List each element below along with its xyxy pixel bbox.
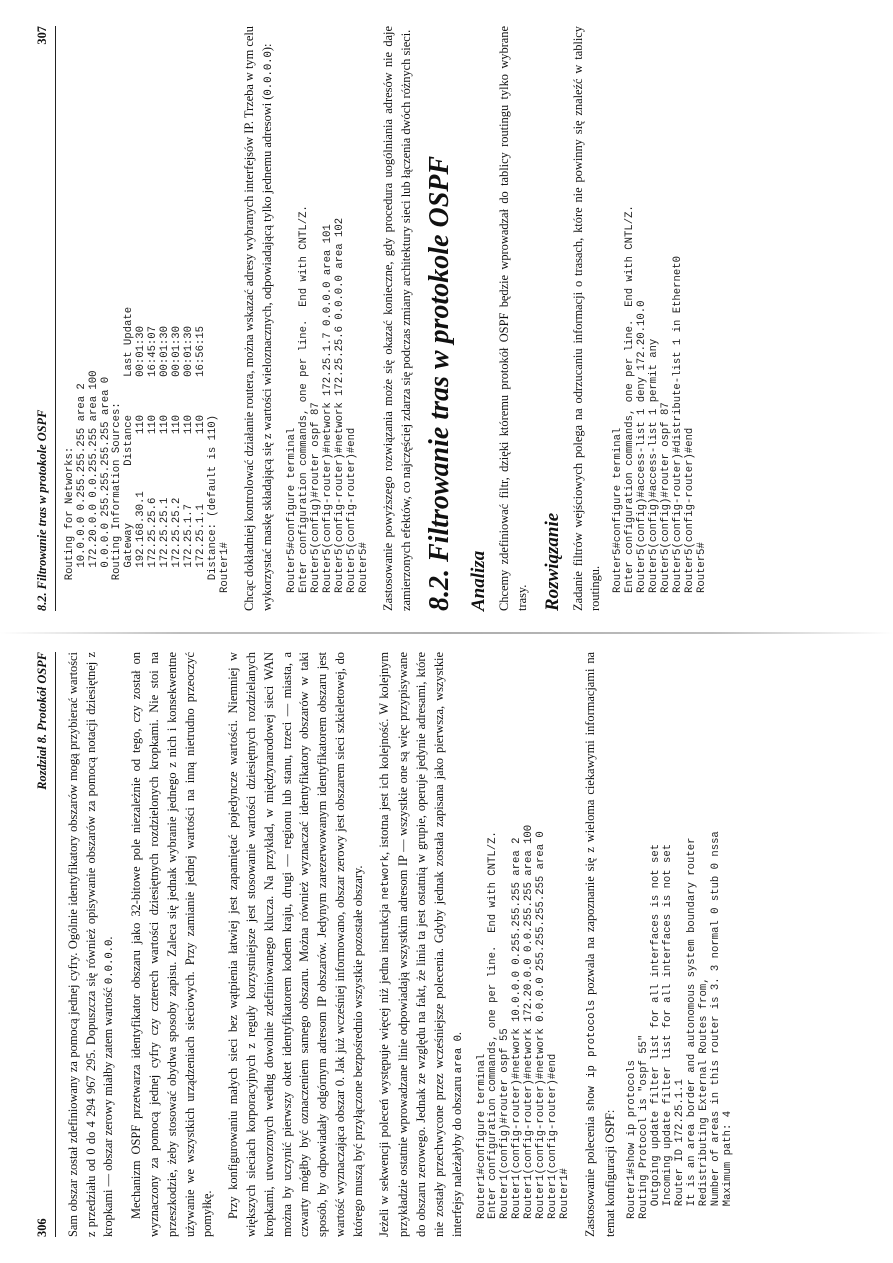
code-line: Router1#configure terminal [475, 1053, 488, 1219]
code-line: Router5# [357, 542, 370, 593]
code-line: Router1# [558, 1168, 571, 1219]
right-page [34, 26, 873, 611]
code-line: Routing Information Sources: [111, 402, 124, 593]
left-page-number: 306 [35, 1218, 49, 1237]
code-line: 172.25.25.6 110 16:45:07 [147, 325, 160, 593]
code-listing [287, 26, 370, 593]
code-line: Router5#configure terminal [286, 427, 299, 593]
left-chapter-title: Rozdział 8. Protokół OSPF [35, 652, 49, 790]
paragraph: Sam obszar został zdefiniowany za pomocą jednej cyfry. Ogólnie identyfikatory obszarów mogą przybierać wartości z przedziału od 0 do 4 294 967 295. Dopuszcza się również opisywanie obszarów za pomocą notacji dziesiętnej z kropkami — obszar zerowy miałby zatem wartość 0.0.0.0. [65, 652, 117, 1237]
code-line: Router5(config)#router ospf 87 [309, 402, 322, 593]
subsection-heading-rozwiazanie: Rozwiązanie [541, 512, 563, 611]
page-fold [0, 632, 893, 634]
code-line: Router5(config)#access-list 1 deny 172.20.10.0 [636, 300, 649, 593]
section-heading: 8.2. Filtrowanie tras w protokole OSPF [424, 155, 456, 611]
code-line: 172.20.0.0 0.0.255.255 area 100 [87, 370, 100, 593]
code-line: Number of areas in this router is 3. 3 normal 0 stub 0 nssa [709, 831, 722, 1219]
paragraph: Zastosowanie polecenia show ip protocols pozwala na zapoznanie się z wieloma ciekawymi informacjami na temat konfiguracji OSPF: [582, 651, 617, 1237]
paragraph: Przy konfigurowaniu małych sieci bez wątpienia łatwiej jest zapamiętać pojedyncze wartości. Niemniej w większych sieciach korporacyjnych z reguły korzystniejsze jest stosowanie wartości dziesiętnych rozdzielanych kropkami, utworzonych według dowolnie zdefiniowanego klucza. Na przykład, w międzynarodowej sieci WAN można by uczynić pierwszy oktet identyfikatorem kodem kraju, drugi — regionu lub stanu, trzeci — miasta, a czwarty mógłby być oznaczeniem samego obszaru. Można również wyznaczać identyfikatory obszarów w taki sposób, by odpowiadały odgórnym adresom IP obszarów. Jedynym zarezerwowanym identyfikatorem obszaru jest wartość wyznaczająca obszar 0. Jak już wcześniej informowano, obszar zerowy jest obszarem sieci szkieletowej, do którego muszą być przyłączone bezpośrednio wszystkie pozostałe obszary. [226, 652, 365, 1237]
code-line: Router5(config-router)#end [683, 427, 696, 593]
code-line: Router ID 172.25.1.1 [674, 1079, 686, 1219]
code-line: Routing for Networks: [63, 446, 76, 593]
right-section-title: 8.2. Filtrowanie tras w protokole OSPF [35, 409, 49, 611]
code-line: Router5(config-router)#distribute-list 1 in Ethernet0 [671, 256, 684, 593]
code-line: Gateway Distance Last Update [123, 306, 136, 593]
code-line: Router5(config)#access-list 1 permit any [647, 338, 660, 593]
code-line: Router1(config)#router ospf 55 [499, 1028, 512, 1219]
code-line: Enter configuration commands, one per line. End with CNTL/Z. [297, 205, 310, 593]
code-line: Incoming update filter list for all interfaces is not set [662, 843, 675, 1219]
code-line: Router5(config-router)#network 172.25.1.7 0.0.0.0 area 101 [321, 224, 334, 593]
right-page-number: 307 [35, 26, 49, 45]
paragraph: Mechanizm OSPF przetwarza identyfikator obszaru jako 32-bitowe pole niezależnie od tego, czy został on wyznaczony za pomocą jednej cyfry czy czterech wartości dziesiętnych rozdzielonych kropkami. Nie stoi na przeszkodzie, żeby stosować obydwa sposoby zapisu. Zaleca się jednak wybranie jednego z nich i konsekwentne używanie we wszystkich urządzeniach sieciowych. Przy zamianie jednej wartości na inną nietrudno przeoczyć pomyłkę. [129, 652, 215, 1237]
code-line: 192.168.30.1 110 00:01:30 [135, 325, 148, 593]
code-line: Router5(config)#router ospf 87 [659, 402, 672, 593]
code-line: 0.0.0.0 255.255.255.255 area 0 [99, 376, 112, 593]
code-line: Router1(config-router)#network 10.0.0.0 0.255.255.255 area 2 [511, 837, 524, 1219]
left-page [34, 652, 873, 1237]
code-line: 10.0.0.0 0.255.255.255 area 2 [75, 383, 88, 593]
code-listing [613, 26, 708, 593]
code-line: Router1#show ip protocols [626, 1060, 639, 1219]
paragraph: Chcemy zdefiniować filtr, dzięki któremu protokół OSPF będzie wprowadzał do tablicy routingu tylko wybrane trasy. [497, 26, 529, 611]
code-line: Router1(config-router)#end [546, 1053, 559, 1219]
code-line: Distance: (default is 110) [206, 414, 219, 593]
code-line: 172.25.25.2 110 00:01:30 [170, 325, 183, 593]
code-line: Router5(config-router)#end [345, 427, 358, 593]
code-line: Maximum path: 4 [721, 1110, 734, 1219]
paragraph: Jeżeli w sekwencji poleceń występuje więcej niż jedna instrukcja network, istotna jest ich kolejność. W kolejnym przykładzie ostatnie wprowadzane linie odpowiadają wszystkim adresom IP — wszystkie one są więc przypisywane do obszaru zerowego. Jednak ze względu na fakt, że linia ta jest ostatnią w grupie, operuje jedynie adresami, które nie zostały przechwycone przez wcześniejsze polecenia. Gdyby jednak została zapisana jako pierwsza, wszystkie interfejsy należałyby do obszaru area 0. [376, 652, 465, 1237]
code-line: Router1(config-router)#network 0.0.0.0 255.255.255.255 area 0 [535, 831, 548, 1219]
code-line: Enter configuration commands, one per line. End with CNTL/Z. [487, 831, 500, 1219]
right-running-head [34, 26, 56, 611]
code-line: 172.25.1.7 110 00:01:30 [182, 325, 195, 593]
code-line: Router5(config-router)#network 172.25.25.6 0.0.0.0 area 102 [333, 217, 346, 593]
paragraph: Zastosowanie powyższego rozwiązania może się okazać konieczne, gdy procedura uogólniania adresów nie daje zamierzonych efektów, co najczęściej zdarza się podczas zmiany architektury sieci lub łączenia dwóch różnych sieci. [381, 26, 414, 611]
paragraph: Chcąc dokładniej kontrolować działanie routera, można wskazać adresy wybranych interfejsów IP. Trzeba w tym celu wykorzystać maskę składającą się z wartości wieloznacznych, odpowiadającą tylko jednemu adresowi (0.0.0.0): [242, 26, 276, 611]
code-line: Enter configuration commands, one per line. End with CNTL/Z. [624, 205, 637, 593]
code-line: Outgoing update filter list for all interfaces is not set [650, 843, 663, 1219]
code-line: Router5# [695, 542, 708, 593]
code-line: It is an area border and autonomous system boundary router [685, 837, 698, 1219]
left-running-head [34, 652, 56, 1237]
code-line: Routing Protocol is "ospf 55" [638, 1034, 651, 1219]
code-line: Router1# [218, 542, 231, 593]
subsection-heading-analiza: Analiza [468, 550, 490, 611]
code-line: 172.25.25.1 110 00:01:30 [159, 325, 172, 593]
code-line: Router1(config-router)#network 172.20.0.0 0.0.255.255 area 100 [523, 824, 536, 1219]
paragraph: Zadanie filtrów wejściowych polega na odrzucaniu informacji o trasach, które nie powinny się znaleźć w tablicy routingu. [570, 26, 603, 611]
code-listing [627, 652, 734, 1219]
code-line: Router5#configure terminal [612, 427, 625, 593]
code-line: Redistributing External Routes from, [697, 977, 710, 1219]
code-line: 172.25.1.1 110 16:56:15 [194, 325, 207, 593]
code-listing [477, 652, 572, 1219]
code-listing [65, 26, 232, 593]
